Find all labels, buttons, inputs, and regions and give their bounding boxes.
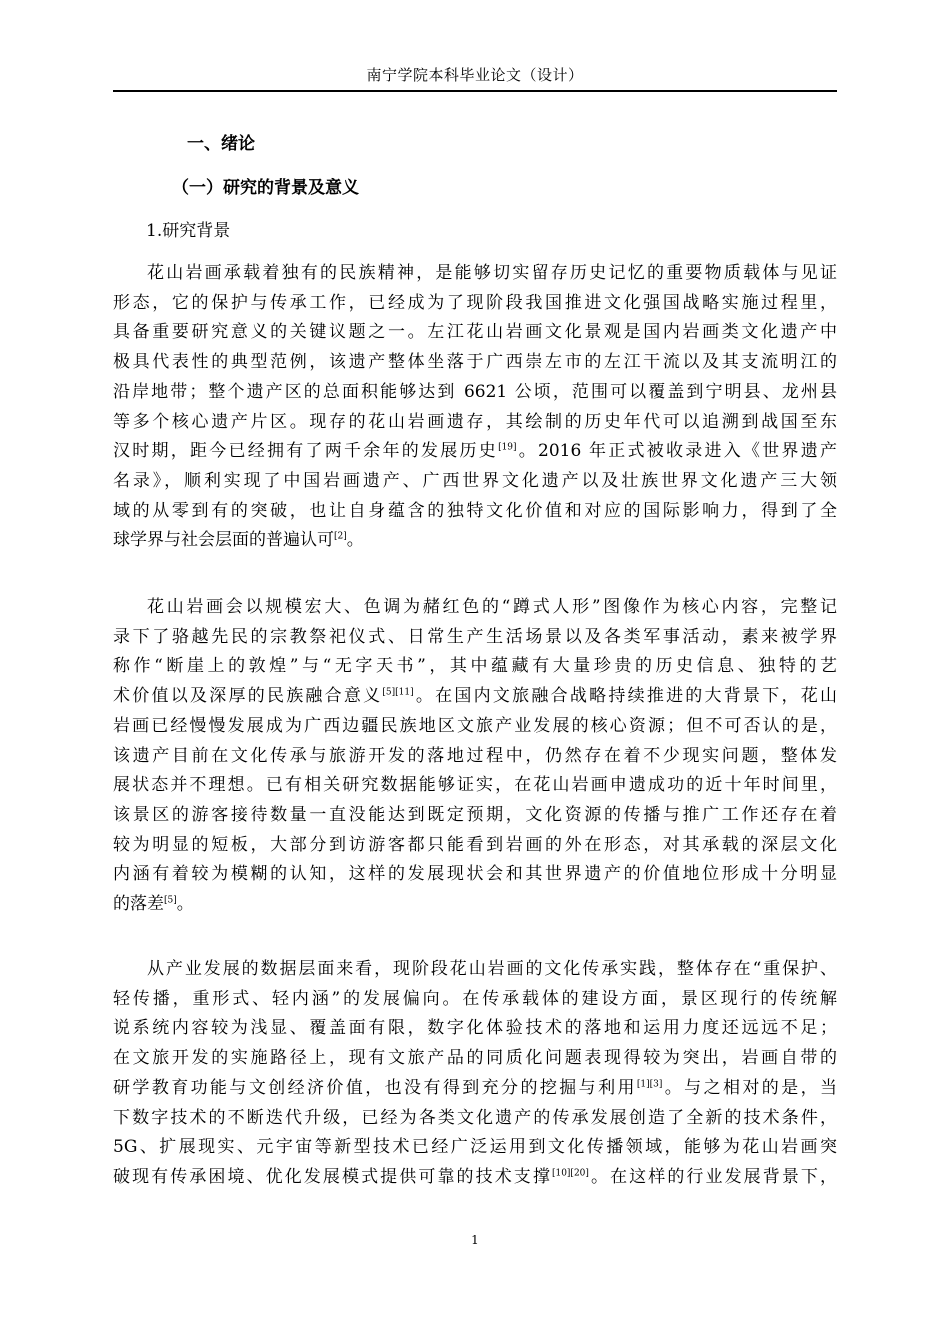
citation: [2] [334,531,347,542]
header-rule [113,90,837,92]
text-line: 说系统内容较为浅显、覆盖面有限，数字化体验技术的落地和运用力度还远远不足； [113,1018,837,1039]
text-line: 较为明显的短板，大部分到访游客都只能看到岩画的外在形态，对其承载的深层文化 [113,834,837,855]
text-line: 岩画已经慢慢发展成为广西边疆民族地区文旅产业发展的核心资源；但不可否认的是， [113,715,837,736]
text-segment: 。在这样的行业发展背景下， [588,1166,838,1187]
chapter-heading: 一、绪论 [187,134,255,154]
text-segment: 。与之相对的是，当 [662,1077,837,1098]
text-line: 在文旅开发的实施路径上，现有文旅产品的同质化问题表现得较为突出，岩画自带的 [113,1048,837,1069]
citation: [5] [164,895,177,906]
citation: [5][11] [382,687,414,698]
text-line [113,890,837,920]
citation: [1][3] [636,1079,663,1090]
text-line: 轻传播，重形式、轻内涵”的发展偏向。在传承载体的建设方面，景区现行的传统解 [113,988,837,1009]
paragraph-background-3 [113,955,837,1193]
text-segment: 。 [176,894,194,915]
text-segment: 破现有传承困境、优化发展模式提供可靠的技术支撑 [113,1166,552,1187]
text-line: 名录》，顺利实现了中国岩画遗产、广西世界文化遗产以及壮族世界文化遗产三大领 [113,470,837,491]
text-line [113,526,837,556]
text-line: 域的从零到有的突破，也让自身蕴含的独特文化价值和对应的国际影响力，得到了全 [113,500,837,521]
text-line: 称作“断崖上的敦煌”与“无字天书”，其中蕴藏有大量珍贵的历史信息、独特的艺 [113,656,837,677]
text-line [113,1163,837,1193]
text-line [113,1074,837,1104]
text-segment: 术价值以及深厚的民族融合意义 [113,686,383,707]
text-line: 录下了骆越先民的宗教祭祀仪式、日常生产生活场景以及各类军事活动，素来被学界 [113,626,837,647]
text-segment: 。2016 年正式被收录进入《世界遗产 [516,441,838,462]
text-line: 从产业发展的数据层面来看，现阶段花山岩画的文化传承实践，整体存在“重保护、 [147,959,837,979]
text-segment: 汉时期，距今已经拥有了两千余年的发展历史 [113,441,499,462]
text-line: 形态，它的保护与传承工作，已经成为了现阶段我国推进文化强国战略实施过程里， [113,292,837,313]
paragraph-background-2 [113,593,837,920]
section-heading: （一）研究的背景及意义 [172,178,359,198]
text-line: 5G、扩展现实、元宇宙等新型技术已经广泛运用到文化传播领域，能够为花山岩画突 [113,1137,837,1158]
text-line: 展状态并不理想。已有相关研究数据能够证实，在花山岩画申遗成功的近十年时间里， [113,775,837,796]
text-line: 该景区的游客接待数量一直没能达到既定预期，文化资源的传播与推广工作还存在着 [113,804,837,825]
text-line: 花山岩画会以规模宏大、色调为赭红色的“蹲式人形”图像作为核心内容，完整记 [147,597,837,617]
text-line: 等多个核心遗产片区。现存的花山岩画遗存，其绘制的历史年代可以追溯到战国至东 [113,411,837,432]
text-line: 具备重要研究意义的关键议题之一。左江花山岩画文化景观是国内岩画类文化遗产中 [113,322,837,343]
text-segment: 。 [346,530,364,551]
text-segment: 球学界与社会层面的普遍认可 [113,530,334,551]
page-number: 1 [471,1233,479,1247]
text-line: 沿岸地带；整个遗产区的总面积能够达到 6621 公顷，范围可以覆盖到宁明县、龙州县 [113,381,837,402]
text-line: 该遗产目前在文化传承与旅游开发的落地过程中，仍然存在着不少现实问题，整体发 [113,745,837,766]
running-header: 南宁学院本科毕业论文（设计） [366,66,584,84]
citation: [19] [498,442,517,453]
subsection-heading: 1.研究背景 [146,221,231,241]
text-line [113,682,837,712]
text-segment: 的落差 [113,894,164,915]
text-line [113,437,837,467]
text-line: 花山岩画承载着独有的民族精神，是能够切实留存历史记忆的重要物质载体与见证 [147,263,837,283]
text-line: 下数字技术的不断迭代升级，已经为各类文化遗产的传承发展创造了全新的技术条件， [113,1107,837,1128]
text-line: 内涵有着较为模糊的认知，这样的发展现状会和其世界遗产的价值地位形成十分明显 [113,864,837,885]
citation: [10][20] [551,1168,589,1179]
text-segment: 研学教育功能与文创经济价值，也没有得到充分的挖掘与利用 [113,1077,637,1098]
text-line: 极具代表性的典型范例，该遗产整体坐落于广西崇左市的左江干流以及其支流明江的 [113,352,837,373]
paragraph-background-1 [113,259,837,556]
text-segment: 。在国内文旅融合战略持续推进的大背景下，花山 [413,686,838,707]
